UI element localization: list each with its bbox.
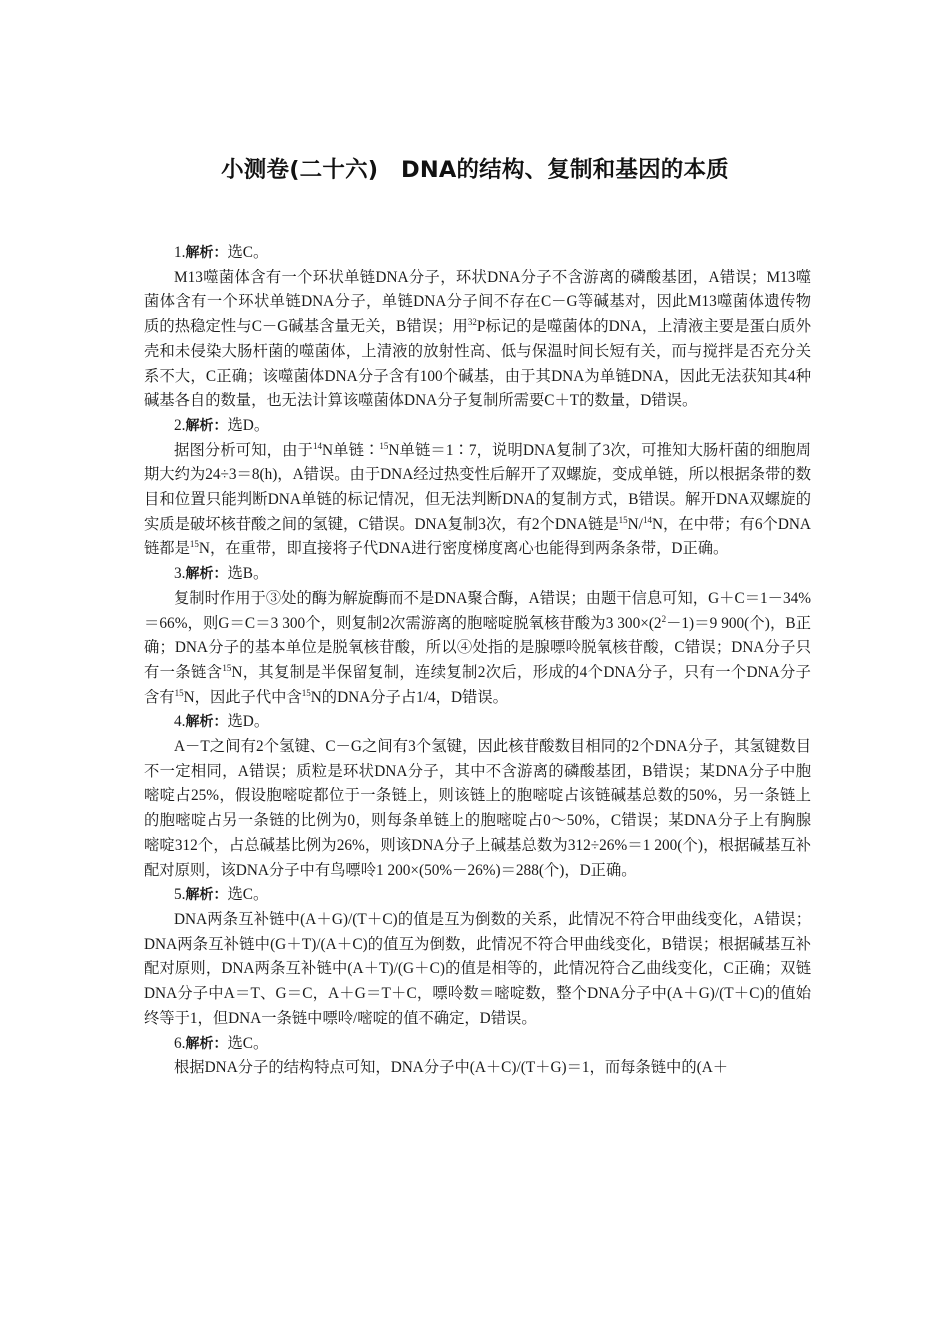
explanation-paragraph: [144, 587, 811, 711]
page-title: 小测卷(二十六) DNA的结构、复制和基因的本质: [221, 157, 729, 183]
explanation-text: 根据DNA分子的结构特点可知，DNA分子中(A＋C)/(T＋G)＝1，而每条链中的(A＋: [174, 1059, 729, 1077]
answer-heading: [144, 241, 811, 266]
explanation-text: N单链∶: [321, 441, 380, 459]
explanation-text: P标记的是噬菌体的DNA，上清液主要是蛋白质外壳和未侵染大肠杆菌的噬菌体，上清液的放射性高、低与保温时间长短有关，而与搅拌是否充分关系不大，C正确；该噬菌体DNA分子含有100个碱基，由于其DNA为单链DNA，因此无法获知其4种碱基各自的数量，也无法计算该噬菌体DNA分子复制所需要C＋T的数量，D错误。: [144, 318, 811, 410]
answer-choice: 选B。: [227, 565, 269, 583]
question-number: 5.: [174, 886, 186, 904]
isotope-superscript: 2: [661, 613, 667, 624]
question-number: 1.: [174, 244, 186, 261]
question-number: 2.: [174, 416, 186, 434]
question-number: 6.: [174, 1034, 186, 1052]
isotope-superscript: 15: [222, 662, 232, 673]
analysis-label: 解析：: [185, 887, 228, 904]
answer-content: [144, 241, 811, 1081]
question-number: 3.: [174, 565, 186, 583]
analysis-label: 解析：: [185, 1035, 228, 1052]
answer-heading: [144, 414, 811, 439]
explanation-text: N，其复制是半保留复制，连续复制2次后，形成的4个DNA分子，只有一个DNA分子含有: [144, 663, 811, 706]
explanation-text: 复制时作用于③处的酶为解旋酶而不是DNA聚合酶，A错误；由题干信息可知，G＋C＝1－34%＝66%，则G＝C＝3 300个，则复制2次需游离的胞嘧啶脱氧核苷酸为3 300×(2: [144, 589, 811, 632]
question-number: 4.: [174, 713, 186, 731]
isotope-superscript: 15: [174, 687, 184, 698]
answer-choice: 选D。: [227, 713, 270, 731]
explanation-text: A－T之间有2个氢键、C－G之间有3个氢键，因此核苷酸数目相同的2个DNA分子，其氢键数目不一定相同，A错误；质粒是环状DNA分子，其中不含游离的磷酸基团，B错误；某DNA分子中胞嘧啶占25%，假设胞嘧啶都位于一条链上，则该链上的胞嘧啶占该链碱基总数的50%，另一条链上的胞嘧啶占另一条链的比例为0，则每条单链上的胞嘧啶占0～50%，C错误；某DNA分子上有胸腺嘧啶312个，占总碱基比例为26%，则该DNA分子上碱基总数为312÷26%＝1 200(个)，根据碱基互补配对原则，该DNA分子中有鸟嘌呤1 200×(50%－26%)＝288(个)，D正确。: [144, 738, 811, 879]
explanation-text: N，因此子代中含: [183, 688, 302, 706]
answer-heading: [144, 710, 811, 735]
explanation-text: 据图分析可知，由于: [174, 441, 313, 459]
analysis-label: 解析：: [185, 566, 228, 583]
analysis-label: 解析：: [185, 245, 228, 261]
explanation-text: －1)＝9 900(个)，B正确；DNA分子的基本单位是脱氧核苷酸，所以④处指的是腺嘌呤脱氧核苷酸，C错误；DNA分子只有一条链含: [144, 614, 811, 681]
explanation-text: N单链＝1∶7，说明DNA复制了3次，可推知大肠杆菌的细胞周期大约为24÷3＝8(h)，A错误。由于DNA经过热变性后解开了双螺旋，变成单链，所以根据条带的数目和位置只能判断DNA单链的标记情况，但无法判断DNA的复制方式，B错误。解开DNA双螺旋的实质是破坏核苷酸之间的氢键，C错误。DNA复制3次，有2个DNA链是: [144, 441, 811, 533]
explanation-text: N，在重带，即直接将子代DNA进行密度梯度离心也能得到两条条带，D正确。: [198, 540, 729, 558]
isotope-superscript: 15: [618, 514, 628, 525]
explanation-paragraph: [144, 908, 811, 1032]
analysis-label: 解析：: [185, 714, 228, 731]
explanation-paragraph: [144, 735, 811, 883]
answer-choice: 选C。: [227, 244, 269, 261]
explanation-text: N，在中带；有6个DNA链都是: [144, 515, 811, 558]
explanation-text: DNA两条互补链中(A＋G)/(T＋C)的值是互为倒数的关系，此情况不符合甲曲线变化，A错误；DNA两条互补链中(G＋T)/(A＋C)的值互为倒数，此情况不符合甲曲线变化，B错误；根据碱基互补配对原则，DNA两条互补链中(A＋T)/(G＋C)的值是相等的，此情况符合乙曲线变化，C正确；双链DNA分子中A＝T、G＝C，A＋G＝T＋C，嘌呤数＝嘧啶数，整个DNA分子中(A＋G)/(T＋C)的值始终等于1，但DNA一条链中嘌呤/嘧啶的值不确定，D错误。: [144, 910, 811, 1027]
answer-choice: 选D。: [227, 416, 270, 434]
explanation-text: M13噬菌体含有一个环状单链DNA分子，环状DNA分子不含游离的磷酸基团，A错误；M13噬菌体含有一个环状单链DNA分子，单链DNA分子间不存在C－G等碱基对，因此M13噬菌体遗传物质的热稳定性与C－G碱基含量无关，B错误；用: [144, 268, 811, 336]
isotope-superscript: 14: [642, 514, 652, 525]
explanation-text: N/: [627, 515, 643, 533]
isotope-superscript: 14: [312, 440, 322, 451]
explanation-paragraph: [144, 1056, 811, 1081]
explanation-paragraph: [144, 439, 811, 563]
isotope-superscript: 15: [379, 440, 389, 451]
explanation-text: N的DNA分子占1/4，D错误。: [310, 688, 508, 706]
explanation-paragraph: [144, 266, 811, 414]
isotope-superscript: 32: [467, 317, 477, 328]
isotope-superscript: 15: [189, 539, 199, 550]
analysis-label: 解析：: [185, 417, 228, 434]
isotope-superscript: 15: [301, 687, 311, 698]
answer-heading: [144, 562, 811, 587]
answer-heading: [144, 883, 811, 908]
answer-heading: [144, 1032, 811, 1057]
answer-choice: 选C。: [227, 886, 269, 904]
answer-choice: 选C。: [227, 1034, 269, 1052]
